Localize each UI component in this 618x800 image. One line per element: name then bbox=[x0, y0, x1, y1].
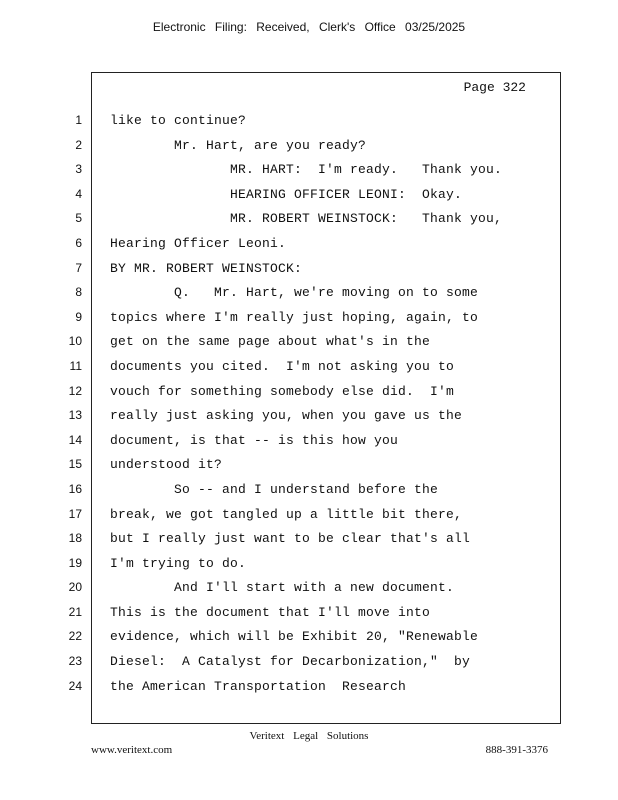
transcript-line bbox=[0, 527, 618, 552]
transcript-line bbox=[0, 478, 618, 503]
footer-company: Veritext Legal Solutions bbox=[249, 730, 369, 742]
line-text: BY MR. ROBERT WEINSTOCK: bbox=[110, 260, 303, 276]
line-number: 3 bbox=[75, 162, 82, 177]
line-text: Mr. Hart, are you ready? bbox=[110, 137, 367, 153]
line-text: but I really just want to be clear that's all bbox=[110, 531, 471, 547]
transcript-line bbox=[0, 134, 618, 159]
transcript-line bbox=[0, 503, 618, 528]
line-text: MR. HART: I'm ready. Thank you. bbox=[110, 162, 503, 178]
line-number: 16 bbox=[68, 481, 82, 496]
line-number: 18 bbox=[68, 531, 82, 546]
line-text: break, we got tangled up a little bit there, bbox=[110, 506, 463, 522]
line-text: And I'll start with a new document. bbox=[110, 580, 455, 596]
transcript-line bbox=[0, 306, 618, 331]
line-text: vouch for something somebody else did. I'm bbox=[110, 383, 455, 399]
transcript-line bbox=[0, 453, 618, 478]
line-text: Hearing Officer Leoni. bbox=[110, 235, 287, 251]
transcript-line bbox=[0, 158, 618, 183]
transcript-line bbox=[0, 355, 618, 380]
line-number: 21 bbox=[68, 604, 82, 619]
line-number: 24 bbox=[68, 678, 82, 693]
line-number: 10 bbox=[68, 334, 82, 349]
line-text: get on the same page about what's in the bbox=[110, 334, 431, 350]
line-number: 7 bbox=[75, 260, 82, 275]
line-text: HEARING OFFICER LEONI: Okay. bbox=[110, 186, 463, 202]
transcript-line bbox=[0, 404, 618, 429]
line-number: 17 bbox=[68, 506, 82, 521]
line-number: 20 bbox=[68, 580, 82, 595]
line-number: 9 bbox=[75, 309, 82, 324]
line-text: really just asking you, when you gave us the bbox=[110, 408, 463, 424]
line-number: 19 bbox=[68, 555, 82, 570]
line-number: 11 bbox=[69, 358, 82, 373]
line-text: This is the document that I'll move into bbox=[110, 604, 431, 620]
line-number: 5 bbox=[75, 211, 82, 226]
transcript-line bbox=[0, 281, 618, 306]
transcript-line bbox=[0, 380, 618, 405]
line-number: 12 bbox=[68, 383, 82, 398]
transcript-line bbox=[0, 675, 618, 700]
line-text: I'm trying to do. bbox=[110, 555, 247, 571]
line-number: 23 bbox=[68, 654, 82, 669]
transcript-line bbox=[0, 552, 618, 577]
line-number: 14 bbox=[68, 432, 82, 447]
transcript-line bbox=[0, 183, 618, 208]
footer-website: www.veritext.com bbox=[91, 744, 173, 756]
line-text: like to continue? bbox=[110, 113, 247, 128]
line-text: document, is that -- is this how you bbox=[110, 432, 399, 448]
line-number: 4 bbox=[75, 186, 82, 201]
transcript-line bbox=[0, 429, 618, 454]
line-number: 2 bbox=[75, 137, 82, 152]
line-number: 15 bbox=[68, 457, 82, 472]
transcript-line bbox=[0, 625, 618, 650]
page-number: Page 322 bbox=[463, 80, 526, 95]
line-text: documents you cited. I'm not asking you to bbox=[110, 358, 455, 374]
line-text: So -- and I understand before the bbox=[110, 481, 439, 497]
transcript-line bbox=[0, 207, 618, 232]
transcript-line bbox=[0, 576, 618, 601]
line-number: 22 bbox=[68, 629, 82, 644]
transcript-line bbox=[0, 257, 618, 282]
transcript-lines bbox=[0, 109, 618, 699]
transcript-line bbox=[0, 650, 618, 675]
line-text: Diesel: A Catalyst for Decarbonization," by bbox=[110, 654, 471, 670]
line-text: the American Transportation Research bbox=[110, 678, 407, 694]
footer-phone: 888-391-3376 bbox=[485, 744, 548, 756]
transcript-line bbox=[0, 330, 618, 355]
line-text: evidence, which will be Exhibit 20, "Renewable bbox=[110, 629, 479, 645]
line-text: Q. Mr. Hart, we're moving on to some bbox=[110, 285, 479, 301]
line-number: 6 bbox=[75, 235, 82, 250]
line-text: topics where I'm really just hoping, again, to bbox=[110, 309, 479, 325]
line-number: 8 bbox=[75, 285, 82, 300]
line-number: 13 bbox=[68, 408, 82, 423]
line-number: 1 bbox=[75, 113, 82, 127]
filing-stamp-header: Electronic Filing: Received, Clerk's Office 03/25/2025 bbox=[152, 20, 466, 34]
transcript-line bbox=[0, 232, 618, 257]
line-text: MR. ROBERT WEINSTOCK: Thank you, bbox=[110, 211, 503, 227]
transcript-line bbox=[0, 601, 618, 626]
line-text: understood it? bbox=[110, 457, 223, 473]
transcript-line bbox=[0, 109, 618, 134]
